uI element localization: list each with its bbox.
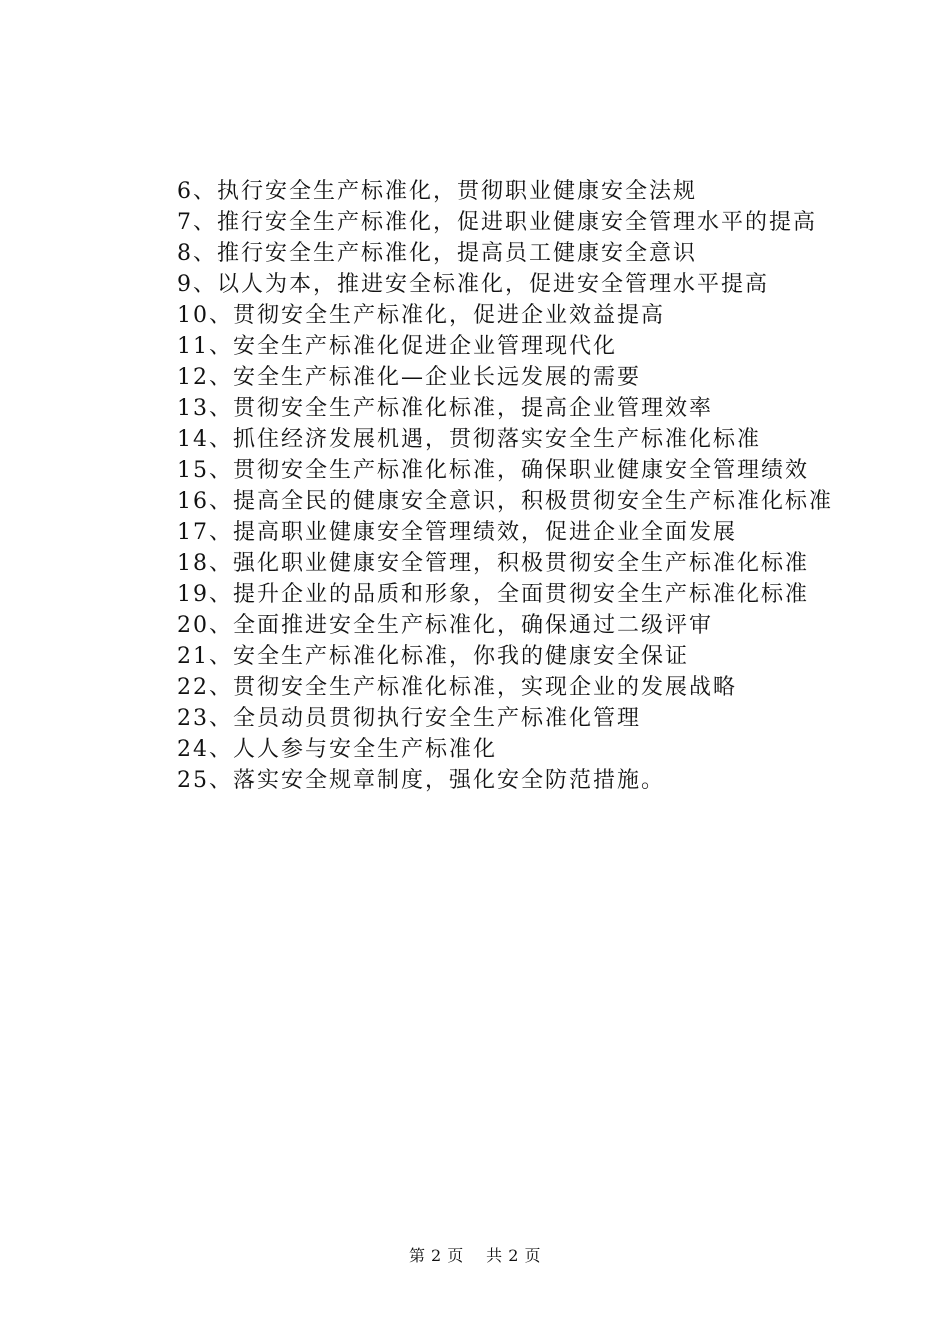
list-item: 12、安全生产标准化—企业长远发展的需要	[177, 365, 641, 390]
list-item: 19、提升企业的品质和形象，全面贯彻安全生产标准化标准	[177, 582, 809, 607]
list-item: 8、推行安全生产标准化，提高员工健康安全意识	[177, 241, 697, 266]
list-item: 18、强化职业健康安全管理，积极贯彻安全生产标准化标准	[177, 551, 809, 576]
list-item: 7、推行安全生产标准化，促进职业健康安全管理水平的提高	[177, 210, 817, 235]
list-item: 23、全员动员贯彻执行安全生产标准化管理	[177, 706, 641, 731]
list-item: 10、贯彻安全生产标准化，促进企业效益提高	[177, 303, 665, 328]
list-item: 15、贯彻安全生产标准化标准，确保职业健康安全管理绩效	[177, 458, 809, 483]
list-item: 11、安全生产标准化促进企业管理现代化	[177, 334, 617, 359]
page-number: 第 2 页	[408, 1246, 464, 1265]
page-total: 共 2 页	[486, 1246, 542, 1265]
list-item: 9、以人为本，推进安全标准化，促进安全管理水平提高	[177, 272, 769, 297]
page-footer	[0, 1243, 950, 1266]
list-item: 6、执行安全生产标准化，贯彻职业健康安全法规	[177, 179, 697, 204]
footer-separator	[469, 1246, 480, 1265]
list-item: 20、全面推进安全生产标准化，确保通过二级评审	[177, 613, 713, 638]
list-item: 17、提高职业健康安全管理绩效，促进企业全面发展	[177, 520, 737, 545]
list-item: 21、安全生产标准化标准，你我的健康安全保证	[177, 644, 689, 669]
list-item: 14、抓住经济发展机遇，贯彻落实安全生产标准化标准	[177, 427, 761, 452]
list-item: 25、落实安全规章制度，强化安全防范措施。	[177, 768, 665, 793]
list-item: 16、提高全民的健康安全意识，积极贯彻安全生产标准化标准	[177, 489, 833, 514]
list-item: 13、贯彻安全生产标准化标准，提高企业管理效率	[177, 396, 713, 421]
list-item: 24、人人参与安全生产标准化	[177, 737, 497, 762]
slogan-list	[129, 176, 833, 796]
list-item: 22、贯彻安全生产标准化标准，实现企业的发展战略	[177, 675, 737, 700]
